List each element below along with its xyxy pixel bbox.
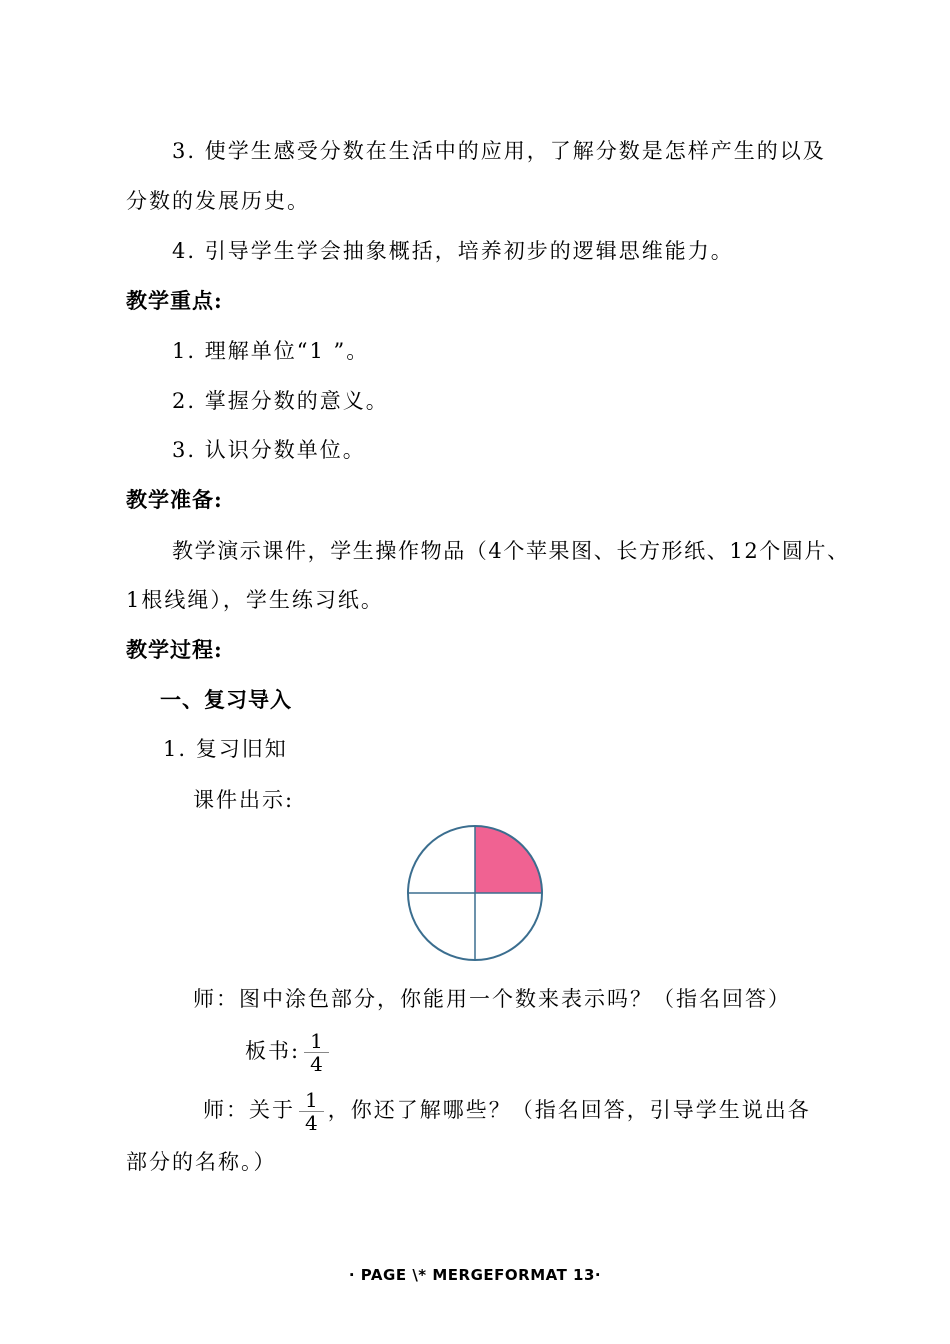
step-1-title: 1. 复习旧知 xyxy=(163,737,288,761)
teacher-q2-prefix: 师：关于 xyxy=(203,1098,295,1122)
preparation-line1: 教学演示课件，学生操作物品（4个苹果图、长方形纸、12个圆片、 xyxy=(172,539,850,563)
objective-3-line2: 分数的发展历史。 xyxy=(126,189,310,213)
board-writing xyxy=(245,1026,333,1076)
objective-3-line1: 3. 使学生感受分数在生活中的应用，了解分数是怎样产生的以及 xyxy=(172,139,826,163)
objective-4: 4. 引导学生学会抽象概括，培养初步的逻辑思维能力。 xyxy=(172,239,734,263)
inline-fraction-numerator: 1 xyxy=(299,1089,324,1112)
quarter-circle-diagram xyxy=(405,823,545,963)
teacher-q2-suffix: ，你还了解哪些？（指名回答，引导学生说出各 xyxy=(327,1098,811,1122)
key-point-2: 2. 掌握分数的意义。 xyxy=(172,389,389,413)
section-1-title: 一、复习导入 xyxy=(160,687,292,712)
inline-fraction-denominator: 4 xyxy=(305,1111,318,1135)
teacher-question-1: 师：图中涂色部分，你能用一个数来表示吗？（指名回答） xyxy=(193,987,791,1011)
fraction-denominator: 4 xyxy=(310,1052,323,1076)
board-label: 板书: xyxy=(245,1039,301,1063)
key-point-3: 3. 认识分数单位。 xyxy=(172,438,366,462)
fraction-numerator: 1 xyxy=(304,1030,329,1053)
process-heading: 教学过程: xyxy=(126,637,223,662)
preparation-heading: 教学准备: xyxy=(126,487,223,512)
board-fraction xyxy=(304,1030,329,1075)
inline-fraction xyxy=(299,1089,324,1134)
preparation-line2: 1根线绳），学生练习纸。 xyxy=(126,588,384,612)
courseware-label: 课件出示: xyxy=(193,788,295,812)
teacher-question-2-line2: 部分的名称。） xyxy=(126,1150,277,1174)
teacher-question-2-line1 xyxy=(203,1085,811,1135)
page-footer: · PAGE \* MERGEFORMAT 13· xyxy=(348,1266,602,1284)
key-points-heading: 教学重点: xyxy=(126,288,223,313)
key-point-1: 1. 理解单位“1 ”。 xyxy=(172,339,370,363)
